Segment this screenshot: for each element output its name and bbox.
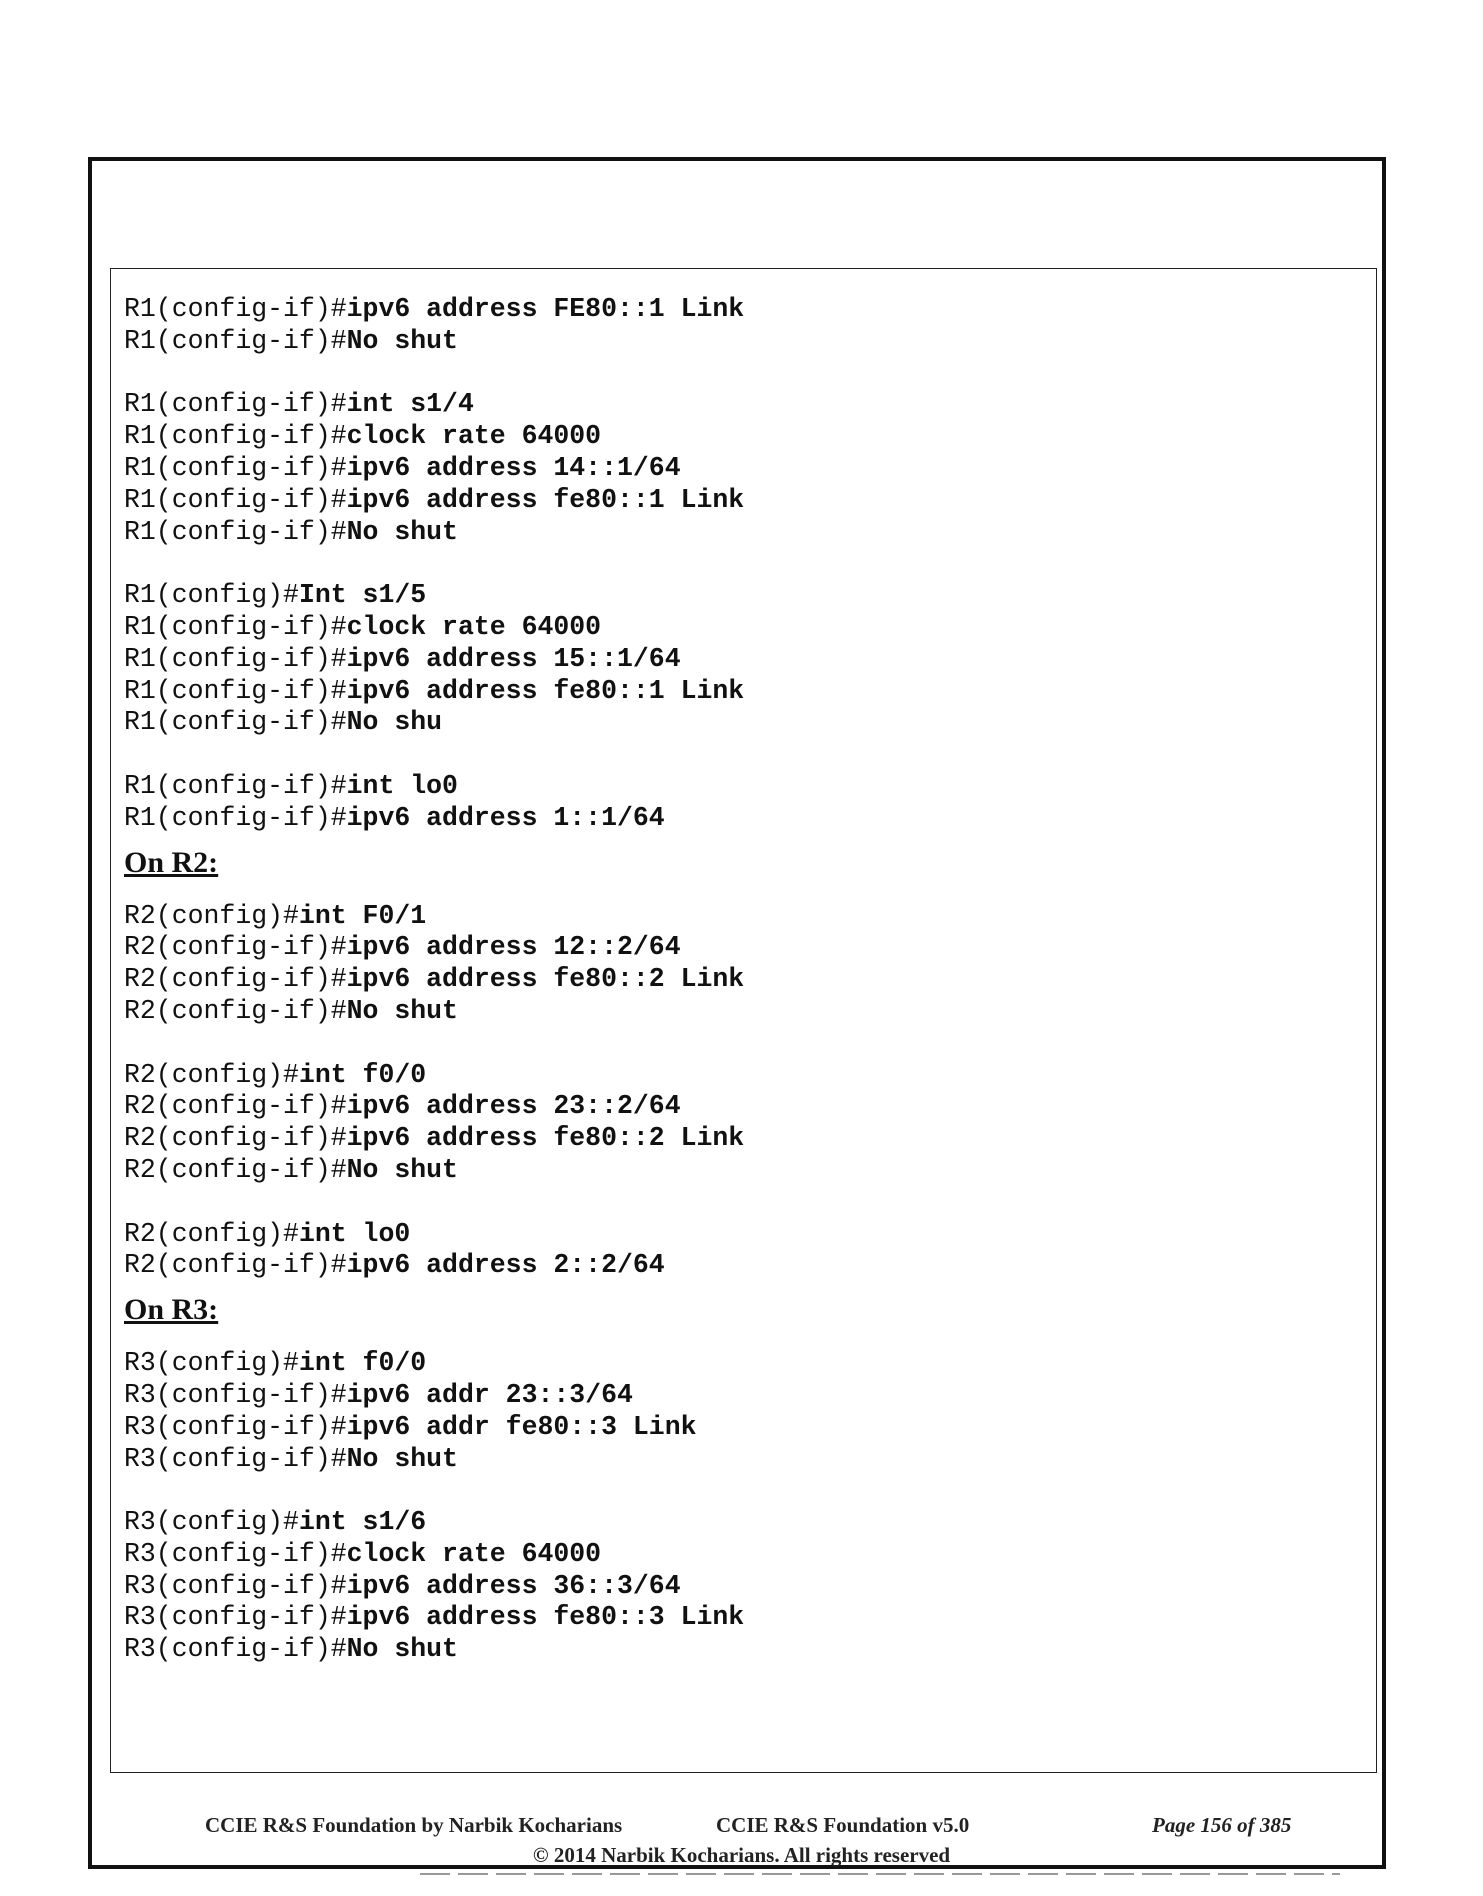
config-line [124, 294, 1364, 326]
cli-command: No shut [346, 325, 458, 356]
config-line [124, 1539, 1364, 1571]
cli-prompt: R1(config-if)# [124, 484, 347, 515]
cli-command: clock rate 64000 [346, 1538, 602, 1569]
cli-command: ipv6 address fe80::2 Link [346, 964, 745, 995]
cli-command: ipv6 addr 23::3/64 [346, 1379, 633, 1410]
config-line [124, 676, 1364, 708]
cli-prompt: R2(config-if)# [124, 995, 347, 1026]
cli-command: No shut [346, 516, 458, 547]
cli-prompt: R3(config-if)# [124, 1379, 347, 1410]
cli-prompt: R1(config-if)# [124, 611, 347, 642]
config-line [124, 1219, 1364, 1251]
cli-prompt: R2(config-if)# [124, 1091, 347, 1122]
cli-command: ipv6 address 12::2/64 [346, 932, 681, 963]
cli-prompt: R1(config-if)# [124, 802, 347, 833]
footer-book-title: CCIE R&S Foundation by Narbik Kocharians [205, 1813, 623, 1837]
bottom-rule [420, 1873, 1340, 1875]
cli-command: ipv6 address 1::1/64 [346, 802, 665, 833]
config-line [124, 771, 1364, 803]
config-line [124, 644, 1364, 676]
cli-prompt: R1(config-if)# [124, 325, 347, 356]
cli-command: ipv6 address fe80::3 Link [346, 1602, 745, 1633]
config-line [124, 517, 1364, 549]
footer-copyright: © 2014 Narbik Kocharians. All rights reserved [532, 1843, 951, 1867]
config-line [124, 1123, 1364, 1155]
cli-command: No shut [346, 995, 458, 1026]
cli-command: ipv6 addr fe80::3 Link [346, 1411, 697, 1442]
config-line [124, 453, 1364, 485]
config-line [124, 485, 1364, 517]
blank-line [124, 1187, 1364, 1219]
config-line [124, 1634, 1364, 1666]
cli-command: ipv6 address fe80::1 Link [346, 675, 745, 706]
config-line [124, 932, 1364, 964]
footer-version: CCIE R&S Foundation v5.0 [716, 1813, 970, 1837]
config-line [124, 612, 1364, 644]
cli-command: ipv6 address 36::3/64 [346, 1570, 681, 1601]
blank-line [124, 1028, 1364, 1060]
config-line [124, 1412, 1364, 1444]
cli-command: ipv6 address 14::1/64 [346, 452, 681, 483]
config-line [124, 964, 1364, 996]
cli-prompt: R3(config-if)# [124, 1602, 347, 1633]
config-line [124, 1060, 1364, 1092]
cli-command: No shu [346, 707, 443, 738]
config-line [124, 996, 1364, 1028]
config-line [124, 1155, 1364, 1187]
config-line [124, 1444, 1364, 1476]
config-line [124, 803, 1364, 835]
config-line [124, 901, 1364, 933]
cli-prompt: R3(config-if)# [124, 1411, 347, 1442]
cli-prompt: R2(config)# [124, 900, 299, 931]
cli-prompt: R2(config-if)# [124, 1123, 347, 1154]
blank-line [124, 1475, 1364, 1507]
blank-line [124, 358, 1364, 390]
section-heading: On R2: [124, 845, 219, 879]
config-code-area [124, 294, 1364, 1666]
cli-prompt: R1(config-if)# [124, 294, 347, 324]
cli-prompt: R2(config-if)# [124, 964, 347, 995]
cli-command: Int s1/5 [298, 580, 427, 611]
config-line [124, 580, 1364, 612]
cli-command: int s1/6 [298, 1507, 427, 1538]
cli-command: int f0/0 [298, 1348, 427, 1379]
cli-prompt: R2(config)# [124, 1218, 299, 1249]
cli-prompt: R3(config-if)# [124, 1634, 347, 1665]
cli-prompt: R2(config)# [124, 1059, 299, 1090]
config-line [124, 1571, 1364, 1603]
cli-command: ipv6 address fe80::2 Link [346, 1123, 745, 1154]
cli-prompt: R3(config)# [124, 1348, 299, 1379]
section-heading: On R3: [124, 1293, 219, 1327]
cli-command: int f0/0 [298, 1059, 427, 1090]
cli-command: ipv6 address 2::2/64 [346, 1250, 665, 1281]
cli-prompt: R3(config-if)# [124, 1570, 347, 1601]
cli-prompt: R1(config-if)# [124, 675, 347, 706]
config-line [124, 421, 1364, 453]
cli-command: int lo0 [298, 1218, 411, 1249]
cli-command: No shut [346, 1443, 458, 1474]
cli-prompt: R1(config-if)# [124, 643, 347, 674]
config-line [124, 707, 1364, 739]
blank-line [124, 739, 1364, 771]
config-line [124, 1250, 1364, 1282]
cli-prompt: R3(config-if)# [124, 1538, 347, 1569]
config-line [124, 1091, 1364, 1123]
cli-prompt: R2(config-if)# [124, 1250, 347, 1281]
cli-command: int F0/1 [298, 900, 427, 931]
config-line [124, 1507, 1364, 1539]
cli-prompt: R2(config-if)# [124, 932, 347, 963]
cli-command: int s1/4 [346, 389, 474, 420]
cli-command: int lo0 [346, 770, 458, 801]
cli-prompt: R3(config)# [124, 1507, 299, 1538]
cli-prompt: R1(config-if)# [124, 389, 347, 420]
config-line [124, 1602, 1364, 1634]
cli-command: ipv6 address 23::2/64 [346, 1091, 681, 1122]
cli-prompt: R1(config-if)# [124, 421, 347, 452]
cli-prompt: R1(config-if)# [124, 770, 347, 801]
cli-prompt: R3(config-if)# [124, 1443, 347, 1474]
cli-command: ipv6 address FE80::1 Link [346, 294, 745, 324]
cli-command: clock rate 64000 [346, 421, 602, 452]
config-line [124, 1380, 1364, 1412]
cli-prompt: R1(config-if)# [124, 516, 347, 547]
cli-prompt: R1(config-if)# [124, 707, 347, 738]
cli-command: ipv6 address 15::1/64 [346, 643, 681, 674]
cli-command: No shut [346, 1154, 458, 1185]
cli-command: clock rate 64000 [346, 611, 602, 642]
config-line [124, 1348, 1364, 1380]
cli-prompt: R2(config-if)# [124, 1154, 347, 1185]
config-line [124, 389, 1364, 421]
cli-prompt: R1(config-if)# [124, 452, 347, 483]
blank-line [124, 548, 1364, 580]
footer-page-number: Page 156 of 385 [1152, 1813, 1292, 1837]
cli-command: No shut [346, 1634, 458, 1665]
config-line [124, 326, 1364, 358]
cli-command: ipv6 address fe80::1 Link [346, 484, 745, 515]
cli-prompt: R1(config)# [124, 580, 299, 611]
